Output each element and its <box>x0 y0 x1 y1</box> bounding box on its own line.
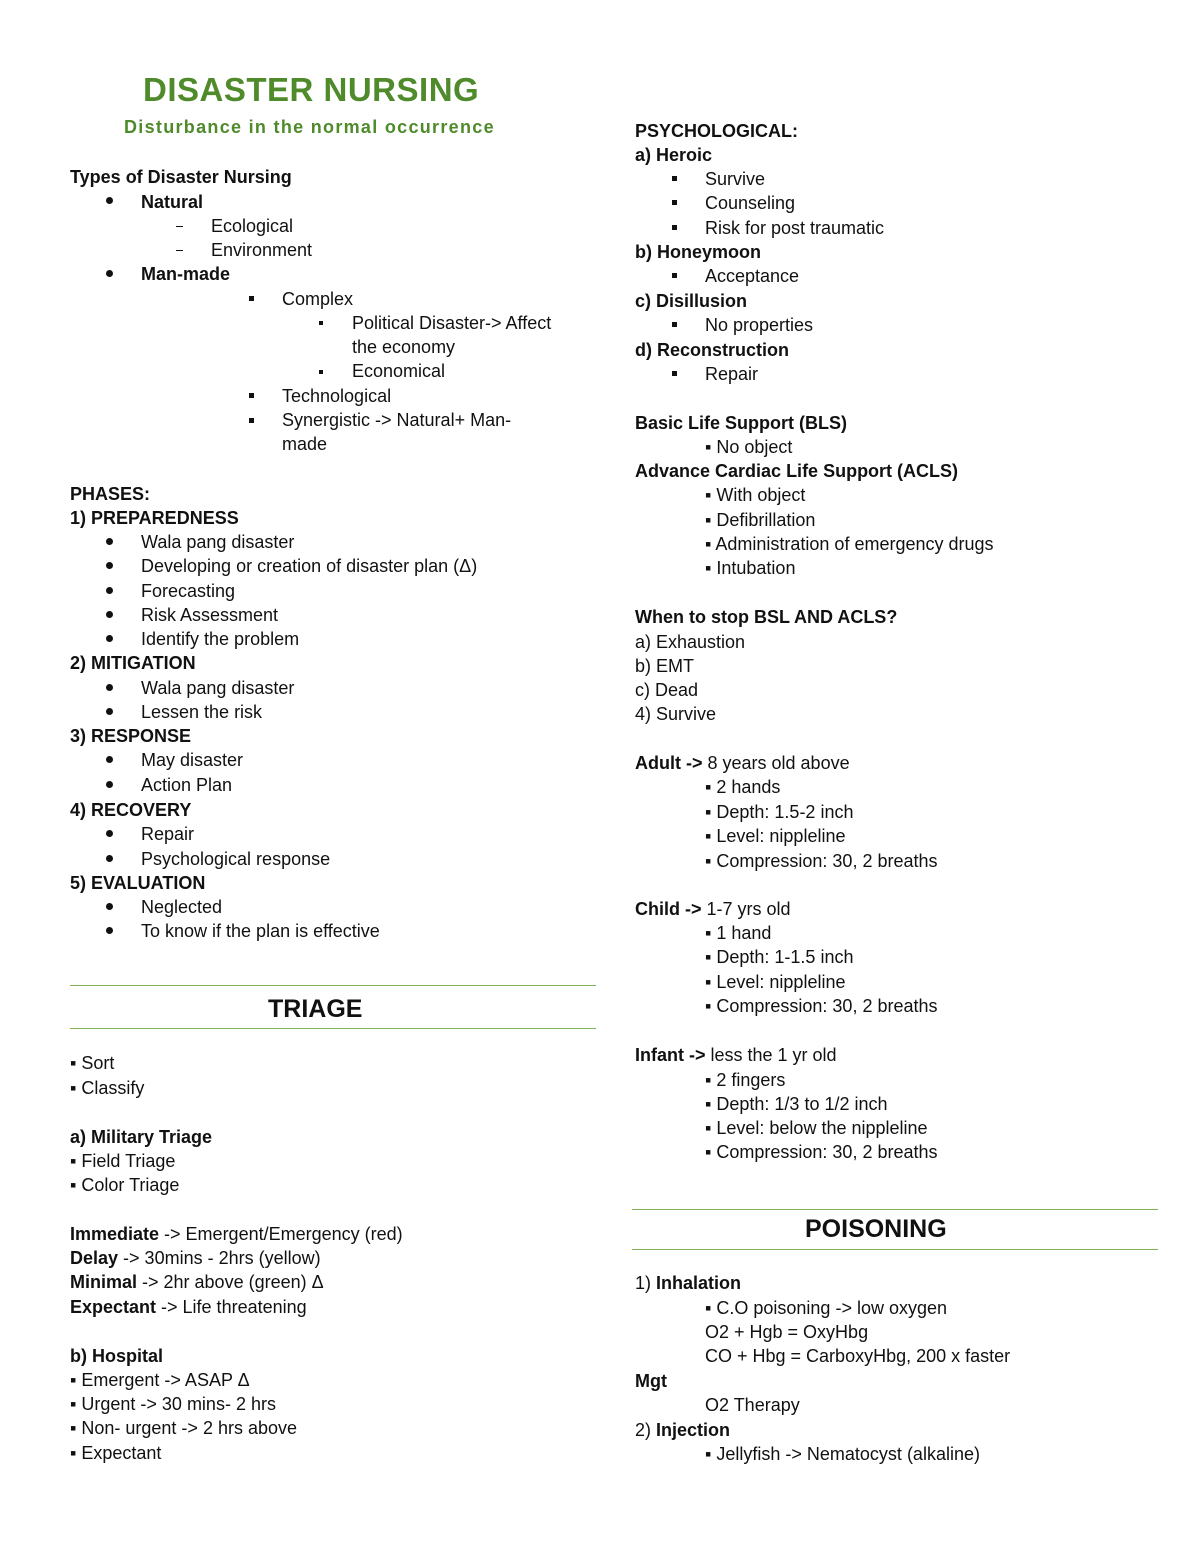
list-item: Developing or creation of disaster plan (Δ) <box>141 556 478 576</box>
phases-heading: PHASES: <box>70 484 151 504</box>
square-bullet <box>249 296 254 301</box>
list-item: ▪ Depth: 1.5-2 inch <box>705 802 854 822</box>
list-item: To know if the plan is effective <box>141 921 380 941</box>
list-item: ▪ Jellyfish -> Nematocyst (alkaline) <box>705 1444 980 1464</box>
list-item: ▪ Compression: 30, 2 breaths <box>705 851 938 871</box>
phase-title: 2) MITIGATION <box>70 653 196 673</box>
square-bullet <box>672 273 677 278</box>
list-item: Neglected <box>141 897 223 917</box>
bullet-dot <box>106 927 113 934</box>
mgt-label: Mgt <box>635 1371 667 1391</box>
triage-category <box>70 1222 403 1246</box>
list-item: No properties <box>705 315 814 335</box>
list-item: ▪ C.O poisoning -> low oxygen <box>705 1298 948 1318</box>
list-item: Forecasting <box>141 581 236 601</box>
list-item: ▪ Sort <box>70 1053 115 1073</box>
list-item: Counseling <box>705 193 796 213</box>
divider <box>632 1249 1158 1250</box>
list-item: Synergistic -> Natural+ Man-made <box>282 410 512 454</box>
square-bullet <box>249 418 254 423</box>
phase-title: 1) PREPAREDNESS <box>70 508 239 528</box>
square-bullet <box>672 371 677 376</box>
psychological-heading: PSYCHOLOGICAL: <box>635 121 799 141</box>
list-item: Survive <box>705 169 766 189</box>
list-item: Repair <box>705 364 759 384</box>
bullet-dot <box>106 708 113 715</box>
list-item: O2 + Hgb = OxyHbg <box>705 1322 869 1342</box>
age-label: Infant -> <box>635 1045 706 1065</box>
list-item: ▪ Color Triage <box>70 1175 180 1195</box>
bullet-dot <box>106 587 113 594</box>
square-bullet <box>319 321 323 325</box>
list-item: ▪ Non- urgent -> 2 hrs above <box>70 1418 298 1438</box>
category-text: -> Emergent/Emergency (red) <box>159 1224 403 1244</box>
route-number: 1) <box>635 1273 657 1293</box>
triage-category <box>70 1295 307 1319</box>
list-item: 4) Survive <box>635 704 717 724</box>
route-label: Inhalation <box>656 1273 742 1293</box>
poison-route <box>635 1418 730 1442</box>
list-item: Environment <box>211 240 313 260</box>
list-item: ▪ Field Triage <box>70 1151 176 1171</box>
category-text: -> 2hr above (green) Δ <box>137 1272 324 1292</box>
category-label: Immediate <box>70 1224 160 1244</box>
bullet-dot <box>106 611 113 618</box>
square-bullet <box>672 322 677 327</box>
stage-title: d) Reconstruction <box>635 340 790 360</box>
category-text: -> Life threatening <box>156 1297 307 1317</box>
list-item: Political Disaster-> Affect the economy <box>352 313 552 357</box>
stage-title: a) Heroic <box>635 145 713 165</box>
phase-title: 5) EVALUATION <box>70 873 206 893</box>
page-title: DISASTER NURSING <box>143 71 480 108</box>
list-item: Wala pang disaster <box>141 532 295 552</box>
page-subtitle: Disturbance in the normal occurrence <box>124 117 495 137</box>
list-item: ▪ Compression: 30, 2 breaths <box>705 996 938 1016</box>
list-item: May disaster <box>141 750 244 770</box>
list-item: ▪ Depth: 1-1.5 inch <box>705 947 854 967</box>
type-natural: Natural <box>141 192 204 212</box>
list-item: ▪ 2 fingers <box>705 1070 786 1090</box>
bullet-dot <box>106 855 113 862</box>
bullet-dot <box>106 903 113 910</box>
square-bullet <box>672 200 677 205</box>
list-item: ▪ 2 hands <box>705 777 781 797</box>
dash-bullet <box>176 226 183 227</box>
list-item: ▪ Defibrillation <box>705 510 816 530</box>
phase-title: 4) RECOVERY <box>70 800 192 820</box>
category-label: Delay <box>70 1248 119 1268</box>
military-triage-title: a) Military Triage <box>70 1127 213 1147</box>
types-heading: Types of Disaster Nursing <box>70 167 292 187</box>
list-item: Ecological <box>211 216 294 236</box>
list-item: Economical <box>352 361 446 381</box>
route-number: 2) <box>635 1420 657 1440</box>
stop-title: When to stop BSL AND ACLS? <box>635 607 898 627</box>
list-item: ▪ Level: below the nippleline <box>705 1118 928 1138</box>
list-item: Acceptance <box>705 266 800 286</box>
list-item: ▪ Compression: 30, 2 breaths <box>705 1142 938 1162</box>
square-bullet <box>249 393 254 398</box>
bls-title: Basic Life Support (BLS) <box>635 413 848 433</box>
list-item: Wala pang disaster <box>141 678 295 698</box>
cpr-age-group <box>635 751 850 775</box>
bullet-dot <box>106 635 113 642</box>
bullet-dot <box>106 830 113 837</box>
type-manmade: Man-made <box>141 264 231 284</box>
list-item: a) Exhaustion <box>635 632 746 652</box>
list-item: ▪ Emergent -> ASAP Δ <box>70 1370 250 1390</box>
divider <box>632 1209 1158 1210</box>
age-label: Child -> <box>635 899 702 919</box>
age-label: Adult -> <box>635 753 703 773</box>
list-item: Repair <box>141 824 195 844</box>
divider <box>70 985 596 986</box>
list-item: Psychological response <box>141 849 331 869</box>
list-item: Risk for post traumatic <box>705 218 885 238</box>
list-item: ▪ Level: nippleline <box>705 972 846 992</box>
hospital-title: b) Hospital <box>70 1346 163 1366</box>
cpr-age-group <box>635 1043 837 1067</box>
triage-title: TRIAGE <box>268 995 363 1023</box>
bullet-dot <box>106 684 113 691</box>
list-item: ▪ No object <box>705 437 793 457</box>
category-label: Expectant <box>70 1297 157 1317</box>
bullet-dot <box>106 197 113 204</box>
list-item: ▪ Expectant <box>70 1443 162 1463</box>
bullet-dot <box>106 270 113 277</box>
list-item: ▪ Depth: 1/3 to 1/2 inch <box>705 1094 888 1114</box>
acls-title: Advance Cardiac Life Support (ACLS) <box>635 461 959 481</box>
list-item: ▪ 1 hand <box>705 923 772 943</box>
list-item: Technological <box>282 386 392 406</box>
age-text: 1-7 yrs old <box>701 899 791 919</box>
triage-category <box>70 1246 321 1270</box>
triage-category <box>70 1270 324 1294</box>
stage-title: b) Honeymoon <box>635 242 761 262</box>
square-bullet <box>319 370 323 374</box>
list-item: ▪ Classify <box>70 1078 145 1098</box>
list-item: ▪ Level: nippleline <box>705 826 846 846</box>
route-label: Injection <box>656 1420 731 1440</box>
square-bullet <box>672 225 677 230</box>
stage-title: c) Disillusion <box>635 291 748 311</box>
list-item: O2 Therapy <box>705 1395 800 1415</box>
list-item: Action Plan <box>141 775 233 795</box>
phase-title: 3) RESPONSE <box>70 726 192 746</box>
bullet-dot <box>106 538 113 545</box>
bullet-dot <box>106 562 113 569</box>
list-item: Lessen the risk <box>141 702 263 722</box>
bullet-dot <box>106 756 113 763</box>
list-item: b) EMT <box>635 656 695 676</box>
list-item: Identify the problem <box>141 629 300 649</box>
list-item: Complex <box>282 289 354 309</box>
divider <box>70 1028 596 1029</box>
age-text: 8 years old above <box>702 753 850 773</box>
dash-bullet <box>176 250 183 251</box>
list-item: ▪ With object <box>705 485 806 505</box>
list-item: ▪ Intubation <box>705 558 796 578</box>
category-label: Minimal <box>70 1272 138 1292</box>
list-item: CO + Hbg = CarboxyHbg, 200 x faster <box>705 1346 1011 1366</box>
list-item: c) Dead <box>635 680 699 700</box>
category-text: -> 30mins - 2hrs (yellow) <box>118 1248 321 1268</box>
list-item: Risk Assessment <box>141 605 279 625</box>
square-bullet <box>672 176 677 181</box>
bullet-dot <box>106 781 113 788</box>
age-text: less the 1 yr old <box>705 1045 837 1065</box>
poison-route <box>635 1271 741 1295</box>
list-item: ▪ Administration of emergency drugs <box>705 534 994 554</box>
list-item: ▪ Urgent -> 30 mins- 2 hrs <box>70 1394 276 1414</box>
cpr-age-group <box>635 897 791 921</box>
poisoning-title: POISONING <box>805 1215 947 1243</box>
